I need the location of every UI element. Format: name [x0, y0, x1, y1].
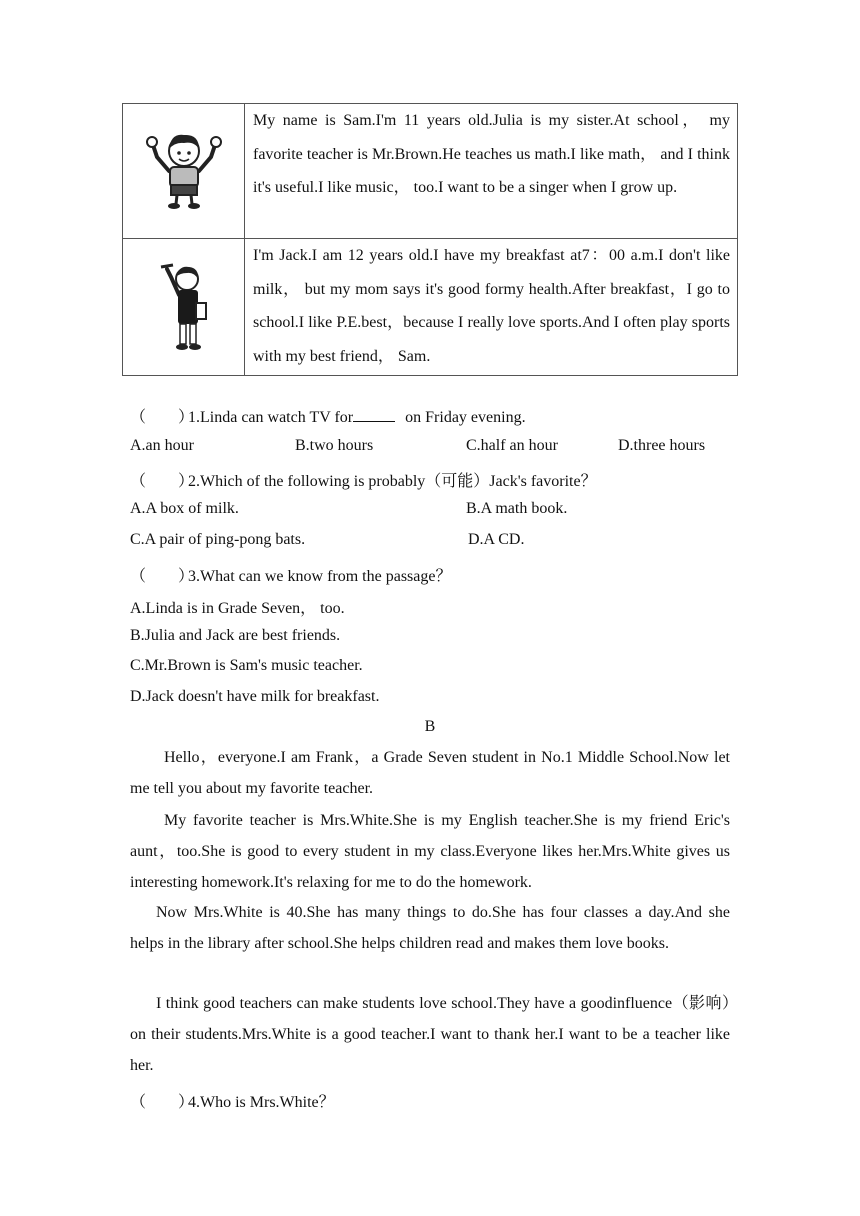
boy-with-bag-icon — [149, 255, 219, 355]
answer-paren[interactable]: （ ） — [130, 409, 195, 426]
question-4 — [130, 1089, 335, 1112]
answer-paren[interactable]: （ ） — [130, 473, 195, 490]
profiles-table — [122, 103, 738, 376]
q3-option-c[interactable]: C.Mr.Brown is Sam's music teacher. — [130, 657, 363, 674]
section-b-paragraph-3: Now Mrs.White is 40.She has many things to do.She has four classes a day.And she helps in the library after school.She helps children read and makes them love books. — [130, 904, 730, 952]
profile-picture-cell — [123, 239, 245, 376]
section-b-paragraph-2: My favorite teacher is Mrs.White.She is my English teacher.She is my friend Eric's aunt，too.She is good to every student in my class.Everyone likes her.Mrs.White gives us interesting homework.It's relaxing for me to do the homework. — [130, 812, 731, 891]
q2-option-d[interactable]: D.A CD. — [468, 531, 525, 548]
question-1-text: 1.Linda can watch TV for — [188, 409, 354, 426]
q1-option-a[interactable]: A.an hour — [130, 437, 194, 454]
profile-text-jack: I'm Jack.I am 12 years old.I have my breakfast at7：00 a.m.I don't like milk， but my mom says it's good formy health.After breakfast，I go to school.I like P.E.best，because I really love sports.And I often play sports with my best friend， Sam. — [245, 239, 738, 376]
q1-option-d[interactable]: D.three hours — [618, 437, 706, 454]
q3-option-d[interactable]: D.Jack doesn't have milk for breakfast. — [130, 688, 380, 705]
profile-row-jack — [123, 239, 738, 376]
q1-option-b[interactable]: B.two hours — [295, 437, 374, 454]
question-3 — [130, 563, 451, 586]
answer-paren[interactable]: （ ） — [130, 1094, 195, 1111]
q3-option-b[interactable]: B.Julia and Jack are best friends. — [130, 627, 341, 644]
q2-option-b[interactable]: B.A math book. — [466, 500, 568, 517]
section-b-label: B — [424, 718, 436, 735]
question-4-text: 4.Who is Mrs.White？ — [188, 1094, 335, 1111]
boy-waving-icon — [139, 127, 229, 211]
profile-row-sam — [123, 104, 738, 239]
question-1-text-after: on Friday evening. — [401, 409, 526, 426]
q3-option-a[interactable]: A.Linda is in Grade Seven， too. — [130, 600, 345, 617]
q1-option-c[interactable]: C.half an hour — [466, 437, 558, 454]
question-2-text: 2.Which of the following is probably（可能）Jack's favorite？ — [188, 473, 597, 490]
answer-paren[interactable]: （ ） — [130, 568, 195, 585]
answer-blank[interactable] — [353, 407, 395, 422]
question-2 — [130, 468, 597, 491]
question-3-text: 3.What can we know from the passage？ — [188, 568, 452, 585]
section-b-paragraph-1: Hello，everyone.I am Frank，a Grade Seven student in No.1 Middle School.Now let me tell you about my favorite teacher. — [130, 749, 730, 797]
question-1 — [130, 404, 526, 427]
profile-picture-cell — [123, 104, 245, 239]
q2-option-a[interactable]: A.A box of milk. — [130, 500, 239, 517]
profile-text-sam: My name is Sam.I'm 11 years old.Julia is my sister.At school， my favorite teacher is Mr.Brown.He teaches us math.I like math， and I think it's useful.I like music， too.I want to be a singer when I grow up. — [245, 104, 738, 239]
section-b-paragraph-4: I think good teachers can make students love school.They have a goodinfluence（影响）on their students.Mrs.White is a good teacher.I want to thank her.I want to be a teacher like her. — [130, 995, 730, 1074]
q2-option-c[interactable]: C.A pair of ping-pong bats. — [130, 531, 306, 548]
